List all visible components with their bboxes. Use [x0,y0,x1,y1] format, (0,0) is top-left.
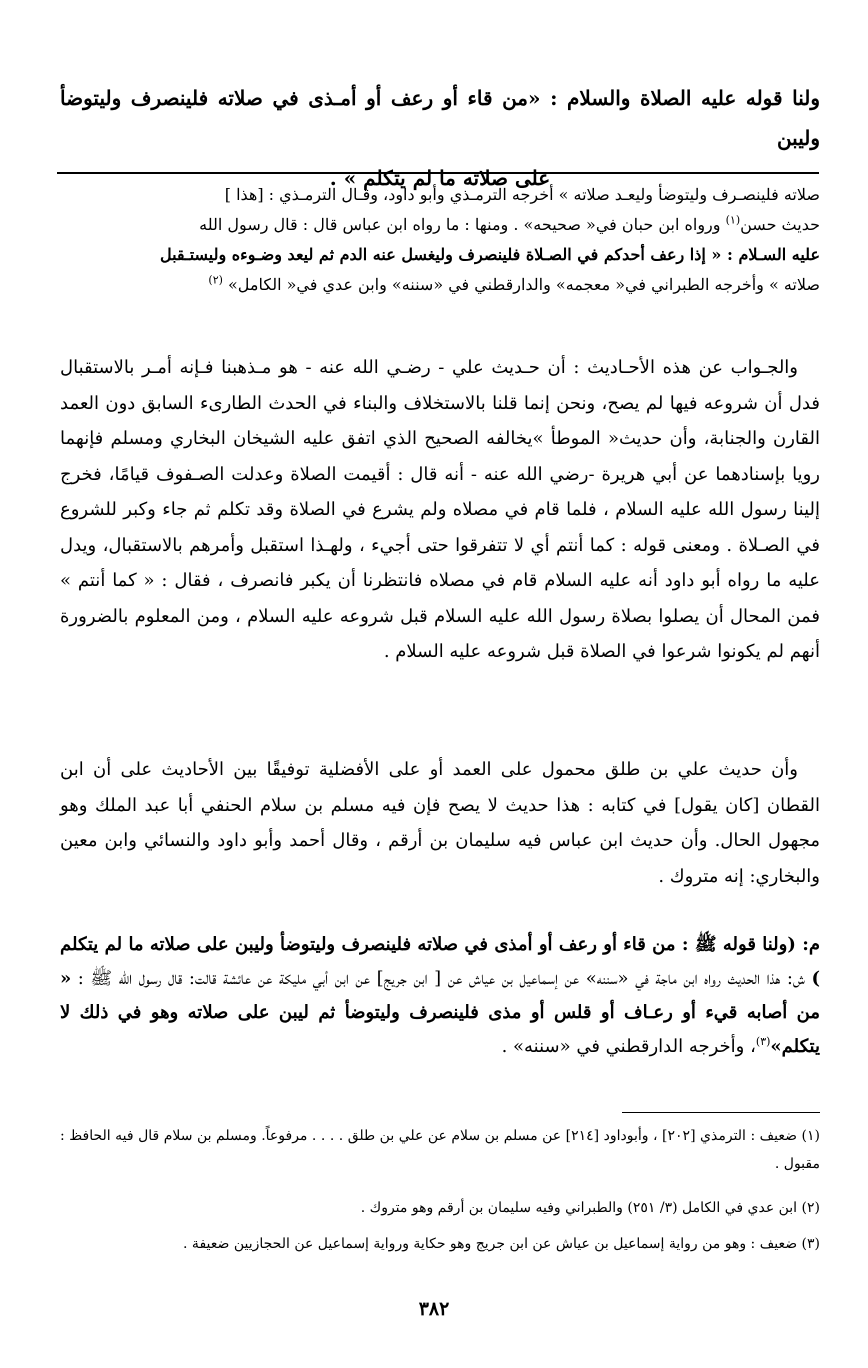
hashiya-text-a: حديث حسن [740,215,820,234]
paragraph-answer [60,350,820,670]
hashiya-line: عليه السـلام : « إذا رعف أحدكم في الصـلاة فلينصرف وليغسل عنه الدم ثم ليعد وضـوءه وليستـقبل [159,245,820,264]
hashiya-line [60,270,820,300]
matn-line: ولنا قوله عليه الصلاة والسلام : «من قاء أو رعف أو أمـذى في صلاته فلينصرف وليتوضأ وليبن [60,86,820,150]
matn-line: على صلاته ما لم يتكلم » . [329,166,551,190]
footnote-ref-2: (٢) [208,273,223,287]
sharh-text: ش: هذا الحديث رواه ابن ماجة في «سننه» عن إسماعيل بن عياش عن [ ابن جريج] عن ابن أبي مليكة عن عائشة قالت: قال رسول الله ﷺ : [71,968,812,989]
hashiya-line [60,210,820,240]
paragraph-text: وأن حديث علي بن طلق محمول على العمد أو على الأفضلية توفيقًا بين الأحاديث على أن ابن القطان [كان يقول] في كتابه : هذا حديث لا يصح فإن فيه مسلم بن سلام الحنفي أبا عبد الملك وهو مجهول الحال. وأن حديث ابن عباس فيه سليمان بن أرقم ، وقال أحمد وأبو داود والنسائي وابن معين والبخاري: إنه متروك . [60,759,820,887]
matn-quote: م: (ولنا قوله ﷺ : من قاء أو رعف أو أمذى في صلاته فلينصرف وليتوضأ وليبن على صلاته ما لم يتكلم ) [60,934,820,989]
sharh-text-end: ، وأخرجه الدارقطني في «سننه» . [501,1036,756,1057]
footnote-ref-1: (١) [725,213,741,227]
page-number: ٣٨٢ [418,1298,450,1320]
footnote-ref-3: (٣) [755,1035,771,1048]
top-divider [57,172,819,174]
hashiya-text-b: ورواه ابن حبان في« صحيحه» . ومنها : ما رواه ابن عباس قال : قال رسول الله [199,215,726,234]
hadith-quote: « من أصابه قيء أو رعـاف أو قلس أو مذى فلينصرف وليتوضأ ثم ليبن على صلاته وهو في ذلك لا يتكلم» [60,968,820,1057]
hashiya-text-c: صلاته » وأخرجه الطبراني في« معجمه» والدارقطني في «سننه» وابن عدي في« الكامل» [228,275,820,294]
paragraph-text: والجـواب عن هذه الأحـاديث : أن حـديث علي - رضـي الله عنه - هو مـذهبنا فـإنه أمـر بالاستقبال فدل أن شروعه فيها لم يصح، ونحن إنما قلنا بالاستخلاف والبناء في الحدث الطارىء السابق دون العمد القارن والجنابة، وأن حديث« الموطأ »يخالفه الصحيح الذي اتفق عليه الشيخان البخاري ومسلم فإنهما رويا بإسنادهما عن أبي هريرة -رضي الله عنه - أنه قال : أقيمت الصلاة وعدلت الصـفوف قيامًا، فخرج إلينا رسول الله عليه السلام ، فلما قام في مصلاه ولم يشرع في الصلاة وقد تكلم ثم جاء وكبر للشروع في الصـلاة . ومعنى قوله : كما أنتم أي لا تتفرقوا حتى أجيء ، ولهـذا استقبل وأمرهم بالاستقبال، ويدل عليه ما رواه أبو داود أنه عليه السلام قام في مصلاه فانتظرنا أن يكبر فانصرف ، فقال : « كما أنتم » فمن المحال أن يصلوا بصلاة رسول الله عليه السلام قبل شروعه عليه السلام ، ومن المعلوم بالضرورة أنهم لم يكونوا شرعوا في الصلاة قبل شروعه عليه السلام . [60,357,820,662]
footnote-2: (٢) ابن عدي في الكامل (٣/ ٢٥١) والطبراني وفيه سليمان بن أرقم وهو متروك . [360,1200,820,1216]
paragraph-commentary [60,928,820,1064]
hashiya-line: صلاته فلينصـرف وليتوضأ وليعـد صلاته » أخرجه الترمـذي وأبو داود، وقـال الترمـذي : [هذا ] [224,185,820,204]
footnote-1: (١) ضعيف : الترمذي [٢٠٢] ، وأبوداود [٢١٤] عن مسلم بن سلام عن علي بن طلق . . . . مرفوعاً. ومسلم بن سلام قال فيه الحافظ : مقبول . [60,1128,820,1172]
footnote-divider [622,1112,820,1113]
paragraph-ali-hadith [60,752,820,894]
hashiya-text [60,180,820,300]
footnote-3: (٣) ضعيف : وهو من رواية إسماعيل بن عياش عن ابن جريج وهو حكاية ورواية إسماعيل عن الحجازيين ضعيفة . [183,1236,820,1252]
